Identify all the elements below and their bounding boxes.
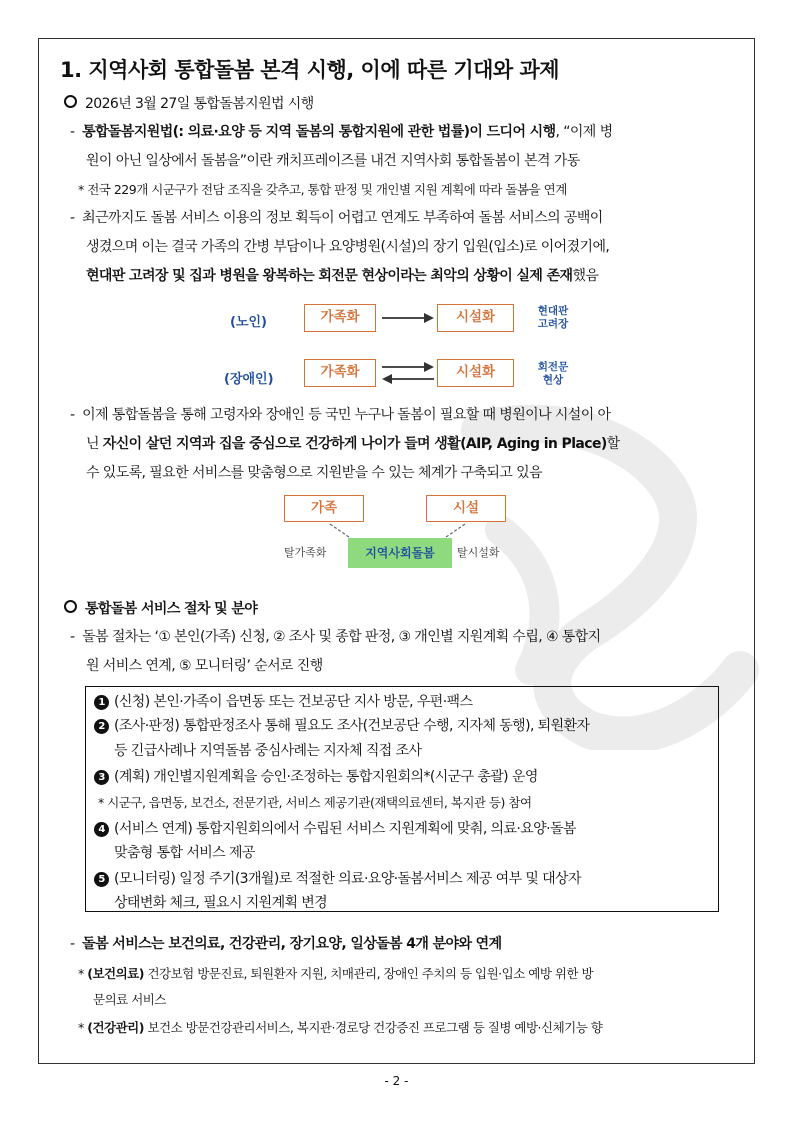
section2-paragraph-1: - 돌봄 절차는 ‘① 본인(가족) 신청, ② 조사 및 종합 판정, ③ 개인별 지원계획 수립, ④ 통합지 bbox=[70, 629, 601, 645]
section2-paragraph-2: - 돌봄 서비스는 보건의료, 건강관리, 장기요양, 일상돌봄 4개 분야와 연계 bbox=[70, 936, 502, 952]
diagram1-row2-result: 회전문 현상 bbox=[537, 361, 569, 386]
diagram1-row1-result: 현대판 고려장 bbox=[537, 305, 569, 330]
section2-note-health-care-line-2: 문의료 서비스 bbox=[93, 992, 166, 1007]
diagram1-group-disabled: (장애인) bbox=[224, 372, 274, 387]
step-number-icon: 1 bbox=[94, 695, 109, 710]
diagram1-row1-family-box: 가족화 bbox=[304, 304, 376, 332]
section1-paragraph-3-line-3: 수 있도록, 필요한 서비스를 맞춤형으로 지원받을 수 있는 체계가 구축되고 있음 bbox=[86, 465, 542, 481]
diagram2-family-box: 가족 bbox=[284, 495, 364, 522]
section1-paragraph-1-line-2: 원이 아닌 일상에서 돌봄을”이란 캐치프레이즈를 내건 지역사회 통합돌봄이 본격 가동 bbox=[86, 153, 580, 169]
diagram1-row1-facility-box: 시설화 bbox=[437, 304, 514, 332]
diagram1-group-elderly: (노인) bbox=[230, 315, 267, 330]
section2-note-health-care: * (보건의료) 건강보험 방문진료, 퇴원환자 지원, 치매관리, 장애인 주치의 등 입원·입소 예방 위한 방 bbox=[78, 966, 594, 981]
diagram2-deinstitutionalization-label: 탈시설화 bbox=[457, 546, 500, 559]
section1-paragraph-2-line-2: 생겼으며 이는 결국 가족의 간병 부담이나 요양병원(시설)의 장기 입원(입소)로 이어졌기에, bbox=[86, 239, 610, 255]
step-number-icon: 5 bbox=[94, 872, 109, 887]
section2-heading: 통합돌봄 서비스 절차 및 분야 bbox=[64, 599, 257, 619]
step-number-icon: 4 bbox=[94, 822, 109, 837]
step-number-icon: 2 bbox=[94, 719, 109, 734]
section1-paragraph-1: - 통합돌봄지원법(: 의료·요양 등 지역 돌봄의 통합지원에 관한 법률)이 드디어 시행, “이제 병 bbox=[70, 124, 613, 140]
procedure-step-4-line-2: 맞춤형 통합 서비스 제공 bbox=[114, 845, 255, 861]
step-number-icon: 3 bbox=[94, 770, 109, 785]
section1-paragraph-3-line-2: 닌 자신이 살던 지역과 집을 중심으로 건강하게 나이가 들며 생활(AIP, Aging in Place)할 bbox=[86, 436, 620, 452]
section1-paragraph-2: - 최근까지도 돌봄 서비스 이용의 정보 획득이 어렵고 연계도 부족하여 돌봄 서비스의 공백이 bbox=[70, 210, 603, 226]
procedure-step-3: 3 (계획) 개인별지원계획을 승인·조정하는 통합지원회의*(시군구 총괄) 운영 bbox=[94, 767, 538, 787]
diagram2-facility-box: 시설 bbox=[426, 495, 506, 522]
hollow-circle-bullet-icon bbox=[64, 95, 77, 108]
section2-note-health-management: * (건강관리) 보건소 방문건강관리서비스, 복지관·경로당 건강증진 프로그램 등 질병 예방·신체기능 향 bbox=[78, 1020, 603, 1035]
diagram1-row2-facility-box: 시설화 bbox=[437, 359, 514, 387]
procedure-step-1: 1 (신청) 본인·가족이 읍면동 또는 건보공단 지사 방문, 우편·팩스 bbox=[94, 692, 472, 712]
section1-note-1: * 전국 229개 시군구가 전담 조직을 갖추고, 통합 판정 및 개인별 지원 계획에 따라 돌봄을 연계 bbox=[78, 182, 567, 197]
page-number: - 2 - bbox=[384, 1074, 409, 1088]
procedure-step-2: 2 (조사·판정) 통합판정조사 통해 필요도 조사(건보공단 수행, 지자체 동행), 퇴원환자 bbox=[94, 716, 589, 736]
section1-heading: 2026년 3월 27일 통합돌봄지원법 시행 bbox=[64, 94, 314, 114]
hollow-circle-bullet-icon bbox=[64, 600, 77, 613]
procedure-step-3-note: * 시군구, 읍면동, 보건소, 전문기관, 서비스 제공기관(재택의료센터, 복지관 등) 참여 bbox=[98, 795, 532, 810]
right-arrow-icon bbox=[380, 310, 436, 326]
page-title: 1. 지역사회 통합돌봄 본격 시행, 이에 따른 기대와 과제 bbox=[60, 58, 560, 82]
diagram1-row2-family-box: 가족화 bbox=[304, 359, 376, 387]
section1-paragraph-3: - 이제 통합돌봄을 통해 고령자와 장애인 등 국민 누구나 돌봄이 필요할 때 병원이나 시설이 아 bbox=[70, 407, 611, 423]
section1-paragraph-2-line-3: 현대판 고려장 및 집과 병원을 왕복하는 회전문 현상이라는 최악의 상황이 실제 존재했음 bbox=[86, 268, 599, 284]
bidirectional-arrow-icon bbox=[380, 360, 436, 386]
procedure-step-5: 5 (모니터링) 일정 주기(3개월)로 적절한 의료·요양·돌봄서비스 제공 여부 및 대상자 bbox=[94, 869, 581, 889]
diagram2-community-care-box: 지역사회돌봄 bbox=[348, 538, 452, 568]
procedure-step-5-line-2: 상태변화 체크, 필요시 지원계획 변경 bbox=[114, 895, 328, 911]
procedure-step-4: 4 (서비스 연계) 통합지원회의에서 수립된 서비스 지원계획에 맞춰, 의료·요양·돌봄 bbox=[94, 819, 576, 839]
procedure-step-2-line-2: 등 긴급사례나 지역돌봄 중심사례는 지자체 직접 조사 bbox=[114, 743, 422, 759]
section2-paragraph-1-line-2: 원 서비스 연계, ⑤ 모니터링’ 순서로 진행 bbox=[86, 658, 323, 674]
diagram2-defamilization-label: 탈가족화 bbox=[284, 546, 327, 559]
